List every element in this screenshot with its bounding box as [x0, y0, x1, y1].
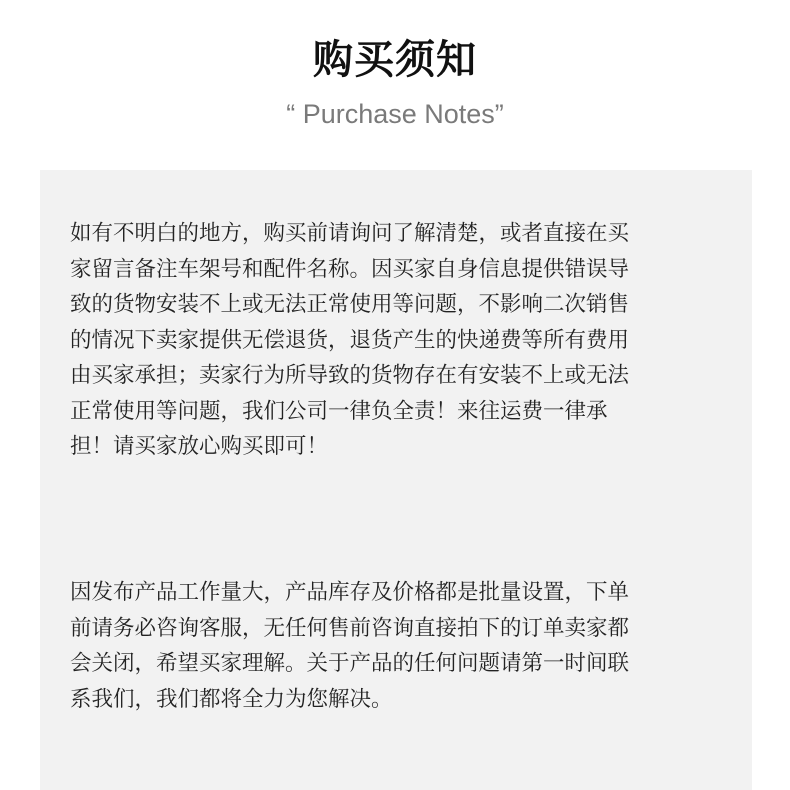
notes-paragraph-return-policy: 如有不明白的地方，购买前请询问了解清楚，或者直接在买 家留言备注车架号和配件名称。因买家自身信息提供错误导 致的货物安装不上或无法正常使用等问题，不影响二次销售 的情况下卖家提供无偿退货，退货产生的快递费等所有费用 由买家承担；卖家行为所导致的货物存在有安装不上或无法 正常使用等问题，我们公司一律负全责！来往运费一律承 担！请买家放心购买即可！ [70, 221, 630, 459]
notes-panel [40, 170, 752, 790]
notes-paragraph-order-policy: 因发布产品工作量大，产品库存及价格都是批量设置，下单 前请务必咨询客服，无任何售前咨询直接拍下的订单卖家都 会关闭，希望买家理解。关于产品的任何问题请第一时间联 系我们，我们都将全力为您解决。 [70, 580, 630, 712]
page-subtitle: “ Purchase Notes” [286, 99, 504, 129]
page-title: 购买须知 [313, 37, 477, 83]
